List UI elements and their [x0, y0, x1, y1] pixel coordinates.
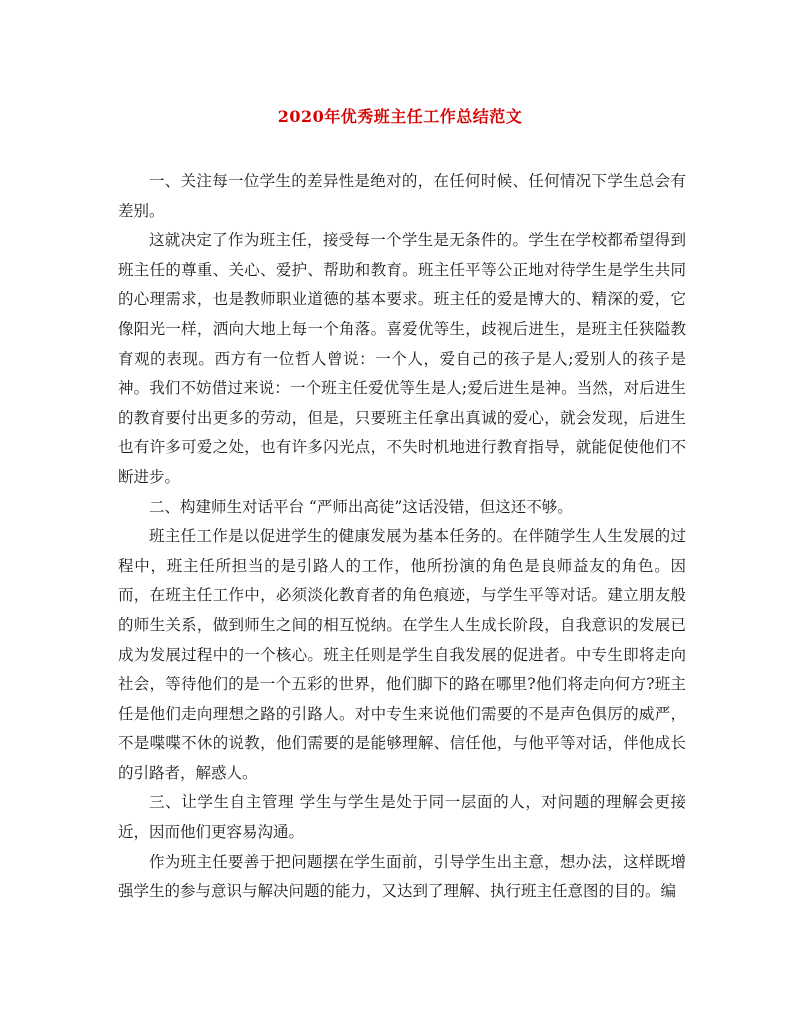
- paragraph-1: 一、关注每一位学生的差异性是绝对的，在任何时候、任何情况下学生总会有差别。: [118, 172, 686, 220]
- paragraph-5: 三、让学生自主管理 学生与学生是处于同一层面的人，对问题的理解会更接近，因而他们更容易沟通。: [118, 793, 686, 842]
- paragraph-2: 这就决定了作为班主任，接受每一个学生是无条件的。学生在学校都希望得到班主任的尊重、关心、爱护、帮助和教育。班主任平等公正地对待学生是学生共同的心理需求，也是教师职业道德的基本要求。班主任的爱是博大的、精深的爱，它像阳光一样，洒向大地上每一个角落。喜爱优等生，歧视后进生，是班主任狭隘教育观的表现。西方有一位哲人曾说：一个人，爱自己的孩子是人;爱别人的孩子是神。我们不妨借过来说：一个班主任爱优等生是人;爱后进生是神。当然，对后进生的教育要付出更多的劳动，但是，只要班主任拿出真诚的爱心，就会发现，后进生也有许多可爱之处，也有许多闪光点，不失时机地进行教育指导，就能促使他们不断进步。: [118, 231, 686, 486]
- document-body: [118, 167, 686, 907]
- paragraph-4: 班主任工作是以促进学生的健康发展为基本任务的。在伴随学生人生发展的过程中，班主任所担当的是引路人的工作，他所扮演的角色是良师益友的角色。因而，在班主任工作中，必须淡化教育者的角色痕迹，与学生平等对话。建立朋友般的师生关系，做到师生之间的相互悦纳。在学生人生成长阶段，自我意识的发展已成为发展过程中的一个核心。班主任则是学生自我发展的促进者。中专生即将走向社会，等待他们的是一个五彩的世界，他们脚下的路在哪里?他们将走向何方?班主任是他们走向理想之路的引路人。对中专生来说他们需要的不是声色俱厉的威严，不是喋喋不休的说教，他们需要的是能够理解、信任他，与他平等对话，伴他成长的引路者，解惑人。: [118, 527, 686, 782]
- document-title: 2020年优秀班主任工作总结范文: [277, 107, 523, 126]
- paragraph-6: 作为班主任要善于把问题摆在学生面前，引导学生出主意，想办法，这样既增强学生的参与意识与解决问题的能力，又达到了理解、执行班主任意图的目的。编: [118, 852, 686, 901]
- paragraph-3: 二、构建师生对话平台 “严师出高徒”这话没错，但这还不够。: [149, 497, 573, 516]
